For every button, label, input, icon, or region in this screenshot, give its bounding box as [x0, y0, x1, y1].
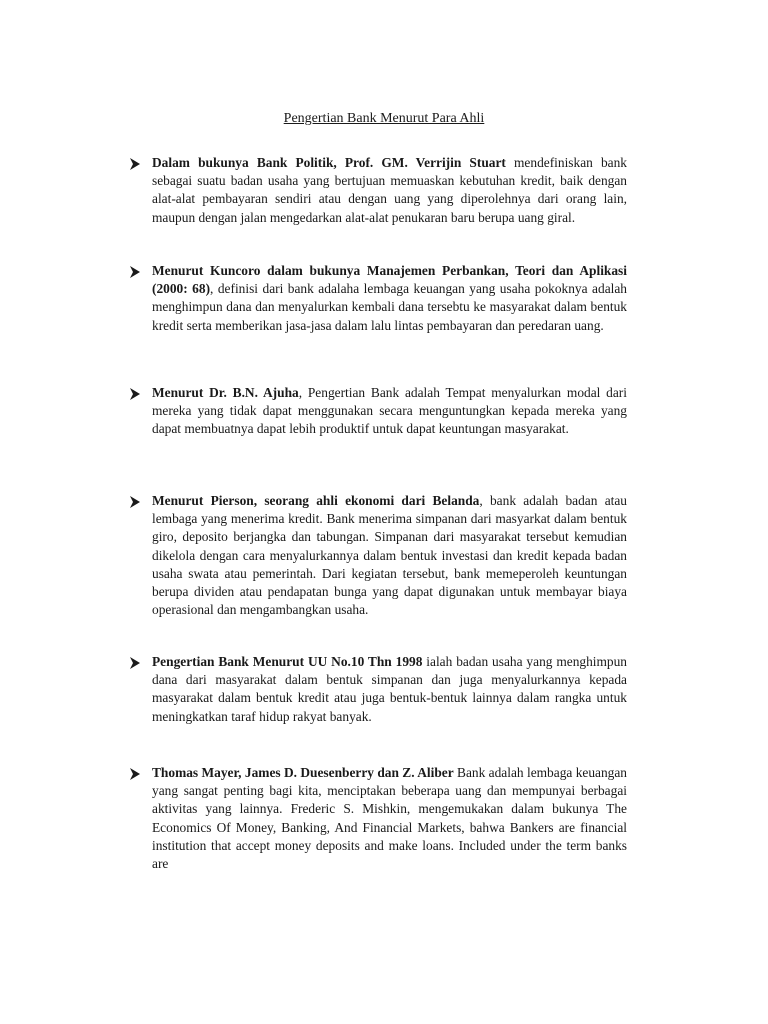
- item-text: ialah badan usaha yang menghimpun dana dari masyarakat dalam bentuk simpanan dan juga menyalurkannya kepada masyarakat dalam bentuk kredit atau juga bentuk-bentuk lainnya dalam rangka untuk meningkatkan taraf hidup rakyat banyak.: [152, 654, 628, 724]
- page-title: Pengertian Bank Menurut Para Ahli: [283, 111, 485, 126]
- item-text: mendefiniskan bank sebagai suatu badan usaha yang bertujuan memuaskan kebutuhan kredit, baik dengan alat-alat pembayaran sendiri atau dengan uang yang diperolehnya dari orang lain, maupun dengan jalan mengedarkan alat-alat penukaran baru berupa uang giral.: [152, 155, 628, 225]
- arrowhead-bullet-icon: [128, 387, 142, 401]
- arrowhead-bullet-icon: [128, 656, 142, 670]
- item-author: Dalam bukunya Bank Politik, Prof. GM. Verrijin Stuart: [152, 155, 506, 170]
- list-item: [152, 262, 627, 335]
- item-author: Menurut Pierson, seorang ahli ekonomi dari Belanda: [152, 493, 480, 508]
- item-text: , definisi dari bank adalaha lembaga keuangan yang usaha pokoknya adalah menghimpun dana dan menyalurkan kembali dana tersebtu ke masyarakat dalam bentuk kredit serta memberikan jasa-jasa dalam lalu lintas pembayaran dan peredaran uang.: [152, 281, 627, 333]
- list-item: [152, 384, 627, 439]
- list-item: [152, 154, 627, 227]
- arrowhead-bullet-icon: [128, 265, 142, 279]
- arrowhead-bullet-icon: [128, 157, 142, 171]
- arrowhead-bullet-icon: [128, 767, 142, 781]
- list-item: [152, 492, 627, 619]
- item-text: , bank adalah badan atau lembaga yang menerima kredit. Bank menerima simpanan dari masyarkat dalam bentuk giro, deposito berjangka dan tabungan. Simpanan dari masyarakat tersebut kemudian dikelola dengan cara menyalurkannya dalam bentuk investasi dan kredit kepada badan usaha swata atau pemerintah. Dari kegiatan tersebut, bank memeperoleh keuntungan berupa dividen atau pendapatan bunga yang dapat digunakan untuk membayar biaya operasional dan mengambangkan usaha.: [152, 493, 628, 618]
- item-author: Thomas Mayer, James D. Duesenberry dan Z. Aliber: [152, 765, 454, 780]
- item-text: , Pengertian Bank adalah Tempat menyalurkan modal dari mereka yang tidak dapat menggunakan secara menguntungkan kepada mereka yang dapat membuatnya dapat lebih produktif untuk dapat keuntungan masyarakat.: [152, 385, 627, 437]
- list-item: [152, 764, 627, 873]
- list-item: [152, 653, 627, 726]
- arrowhead-bullet-icon: [128, 495, 142, 509]
- item-author: Menurut Kuncoro dalam bukunya Manajemen Perbankan, Teori dan Aplikasi (2000: 68): [152, 263, 627, 297]
- item-text: Bank adalah lembaga keuangan yang sangat penting bagi kita, menciptakan beberapa uang dan mempunyai berbagai aktivitas yang lainnya. Frederic S. Mishkin, mengemukakan dalam bukunya The Economics Of Money, Banking, And Financial Markets, bahwa Bankers are financial institution that accept money deposits and make loans. Included under the term banks are: [152, 765, 628, 872]
- item-author: Pengertian Bank Menurut UU No.10 Thn 1998: [152, 654, 423, 669]
- item-author: Menurut Dr. B.N. Ajuha: [152, 385, 299, 400]
